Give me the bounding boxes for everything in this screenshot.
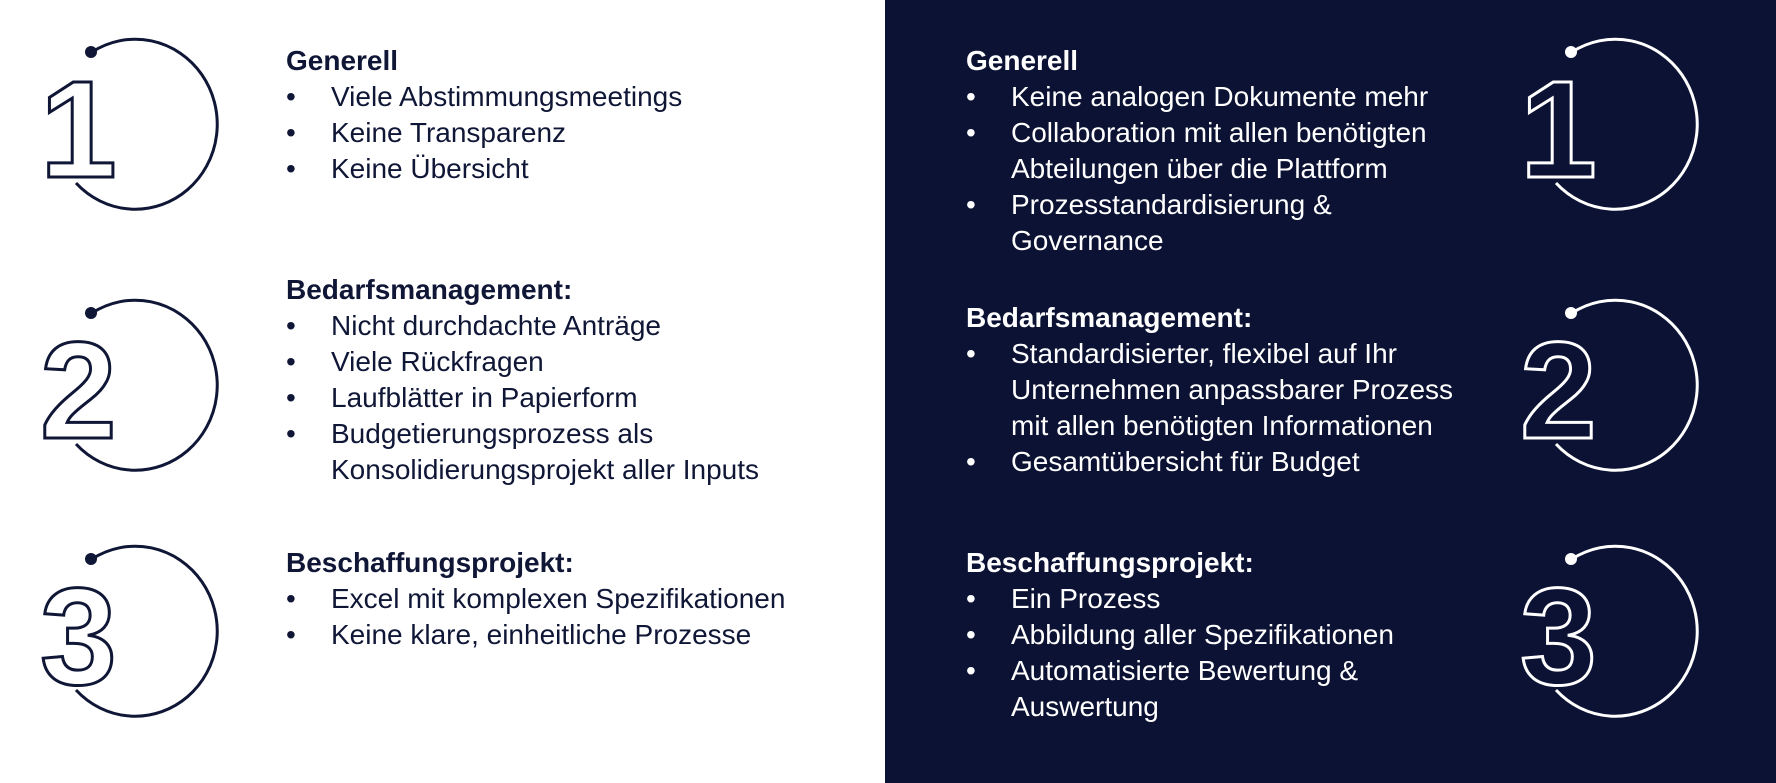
section-number: 1: [1520, 53, 1597, 207]
section-title: Bedarfsmanagement:: [286, 274, 573, 305]
bullet-list: [286, 79, 846, 187]
right-panel: [885, 0, 1776, 783]
bullet-list: [286, 308, 846, 488]
section-bedarfsmanagement-solutions: [966, 300, 1496, 480]
list-item: • Nicht durchdachte Anträge: [286, 308, 846, 344]
list-item: • Automatisierte Bewertung & Auswertung: [966, 653, 1466, 725]
list-item: • Standardisierter, flexibel auf Ihr Unternehmen anpassbarer Prozess mit allen benötigten Informationen: [966, 336, 1496, 444]
list-item: • Collaboration mit allen benötigten Abteilungen über die Plattform: [966, 115, 1446, 187]
bullet-list: [966, 336, 1496, 480]
number-two-circle-icon: [1520, 292, 1720, 472]
number-three-circle-icon: [1520, 538, 1720, 718]
left-panel: [0, 0, 885, 783]
section-title: Generell: [286, 45, 399, 76]
number-three-circle-icon: [40, 538, 240, 718]
section-number: 3: [40, 560, 117, 714]
section-bedarfsmanagement-problems: [286, 272, 846, 488]
list-item: • Keine Transparenz: [286, 115, 846, 151]
list-item: • Keine analogen Dokumente mehr: [966, 79, 1446, 115]
bullet-list: [966, 581, 1466, 725]
section-title: Bedarfsmanagement:: [966, 302, 1253, 333]
section-number: 2: [40, 314, 117, 468]
bullet-list: [286, 581, 806, 653]
list-item: • Ein Prozess: [966, 581, 1466, 617]
section-beschaffungsprojekt-problems: [286, 545, 806, 653]
section-number: 2: [1520, 314, 1597, 468]
list-item: • Gesamtübersicht für Budget: [966, 444, 1496, 480]
list-item: • Budgetierungsprozess als Konsolidierungsprojekt aller Inputs: [286, 416, 846, 488]
list-item: • Prozesstandardisierung & Governance: [966, 187, 1446, 259]
list-item: • Viele Rückfragen: [286, 344, 846, 380]
number-two-circle-icon: [40, 292, 240, 472]
list-item: • Keine Übersicht: [286, 151, 846, 187]
section-title: Generell: [966, 45, 1079, 76]
section-beschaffungsprojekt-solutions: [966, 545, 1466, 725]
section-title: Beschaffungsprojekt:: [966, 547, 1254, 578]
list-item: • Abbildung aller Spezifikationen: [966, 617, 1466, 653]
bullet-list: [966, 79, 1446, 259]
section-title: Beschaffungsprojekt:: [286, 547, 574, 578]
number-one-circle-icon: [1520, 31, 1720, 211]
list-item: • Viele Abstimmungsmeetings: [286, 79, 846, 115]
list-item: • Excel mit komplexen Spezifikationen: [286, 581, 806, 617]
list-item: • Laufblätter in Papierform: [286, 380, 846, 416]
section-number: 1: [40, 53, 117, 207]
list-item: • Keine klare, einheitliche Prozesse: [286, 617, 806, 653]
section-number: 3: [1520, 560, 1597, 714]
section-generell-problems: [286, 43, 846, 187]
number-one-circle-icon: [40, 31, 240, 211]
section-generell-solutions: [966, 43, 1446, 259]
